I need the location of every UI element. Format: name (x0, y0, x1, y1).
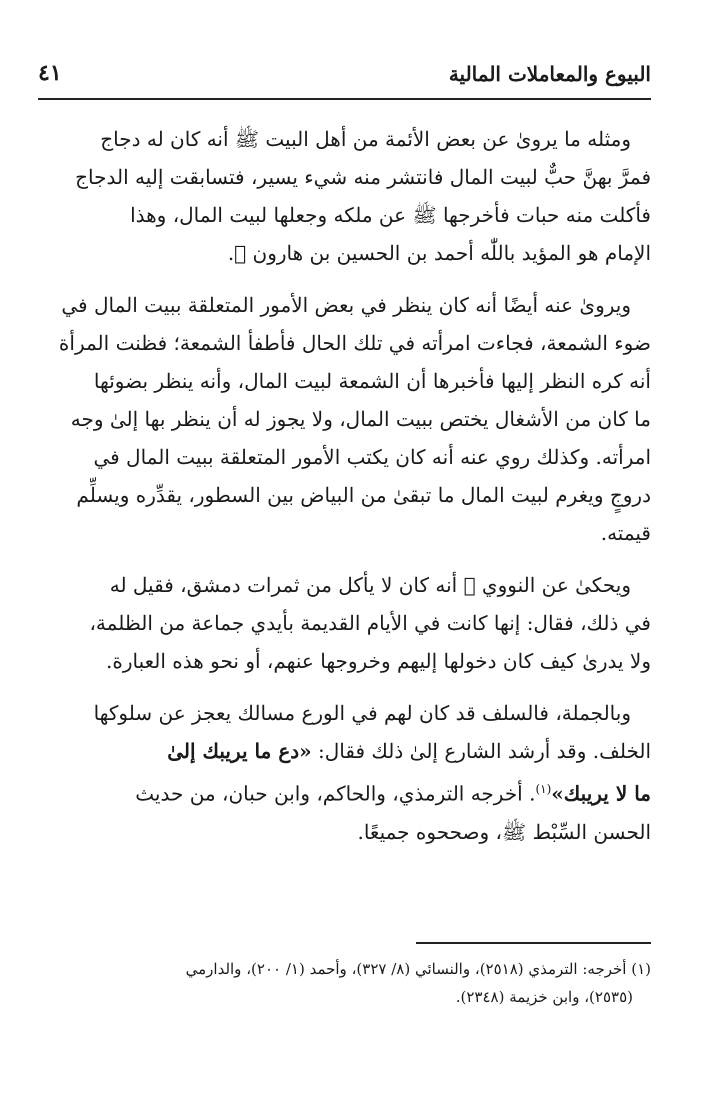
main-text (46, 120, 651, 865)
paragraph-2 (46, 286, 651, 552)
paragraph-4 (46, 694, 651, 851)
paragraph-3 (46, 566, 651, 680)
text-line: ما كان من الأشغال يختص ببيت المال، ولا يجوز له أن ينظر بها إلىٰ وجه (70, 407, 651, 431)
text-line: ولا يدرىٰ كيف كان دخولها إليهم وخروجها عنهم، أو نحو هذه العبارة. (106, 649, 651, 673)
running-title: البيوع والمعاملات المالية (448, 62, 651, 86)
footnote-line: (٢٥٣٥)، وابن خزيمة (٢٣٤٨). (455, 988, 633, 1006)
text-line: ويروىٰ عنه أيضًا أنه كان ينظر في بعض الأمور المتعلقة ببيت المال في (61, 293, 631, 317)
text-segment: الخلف. وقد أرشد الشارع إلىٰ ذلك فقال: (318, 739, 651, 763)
text-line: في ذلك، فقال: إنها كانت في الأيام القديمة بأيدي جماعة من الظلمة، (89, 611, 651, 635)
text-line (46, 732, 651, 770)
text-line: ما لا يريبك»$^{(١)}$. أخرجه الترمذي، والحاكم، وابن حبان، من حديث (135, 781, 651, 806)
text-line: وبالجملة، فالسلف قد كان لهم في الورع مسالك يعجز عن سلوكها (93, 701, 631, 725)
text-line: ومثله ما يروىٰ عن بعض الأئمة من أهل البيت ﷺ أنه كان له دجاج (100, 127, 631, 151)
text-line: أنه كره النظر إليها فأخبرها أن الشمعة لبيت المال، وأنه ينظر بضوئها (93, 369, 651, 393)
text-segment: أخرجه الترمذي، والحاكم، وابن حبان، من حديث (135, 781, 523, 806)
page-header (38, 58, 651, 100)
text-line: ضوء الشمعة، فجاءت امرأته في تلك الحال فأطفأ الشمعة؛ فظنت المرأة (58, 331, 651, 355)
text-line: دروجٍ ويغرم لبيت المال ما تبقىٰ من البياض بين السطور، يقدِّره ويسلِّم (76, 483, 651, 507)
text-line: ويحكىٰ عن النووي ﷬ أنه كان لا يأكل من ثمرات دمشق، فقيل له (109, 573, 631, 597)
footnote-divider (416, 942, 651, 944)
hadith-quote-end: ما لا يريبك» (551, 781, 651, 806)
text-line: امرأته. وكذلك روي عنه أنه كان يكتب الأمور المتعلقة ببيت المال في (93, 445, 651, 469)
footnotes (46, 955, 651, 1011)
text-line: فمرَّ بهنَّ حبٌّ لبيت المال فانتشر منه شيء يسير، فتسابقت إليه الدجاج (75, 165, 651, 189)
paragraph-1 (46, 120, 651, 272)
text-line: قيمته. (600, 521, 651, 545)
footnote-line: (١) أخرجه: الترمذي (٢٥١٨)، والنسائي (٨/ ٣٢٧)، وأحمد (١/ ٢٠٠)، والدارمي (185, 960, 651, 978)
hadith-quote: «دع ما يريبك إلىٰ (167, 739, 312, 763)
text-line: الإمام هو المؤيد باللّٰه أحمد بن الحسين بن هارون ﷬. (227, 241, 651, 265)
page-number: ٤١ (38, 60, 62, 86)
text-line: الحسن السِّبْط ﷺ، وصححوه جميعًا. (357, 819, 651, 844)
text-line: فأكلت منه حبات فأخرجها ﷺ عن ملكه وجعلها لبيت المال، وهذا (130, 203, 651, 227)
footnote-ref: (١) (535, 782, 552, 796)
